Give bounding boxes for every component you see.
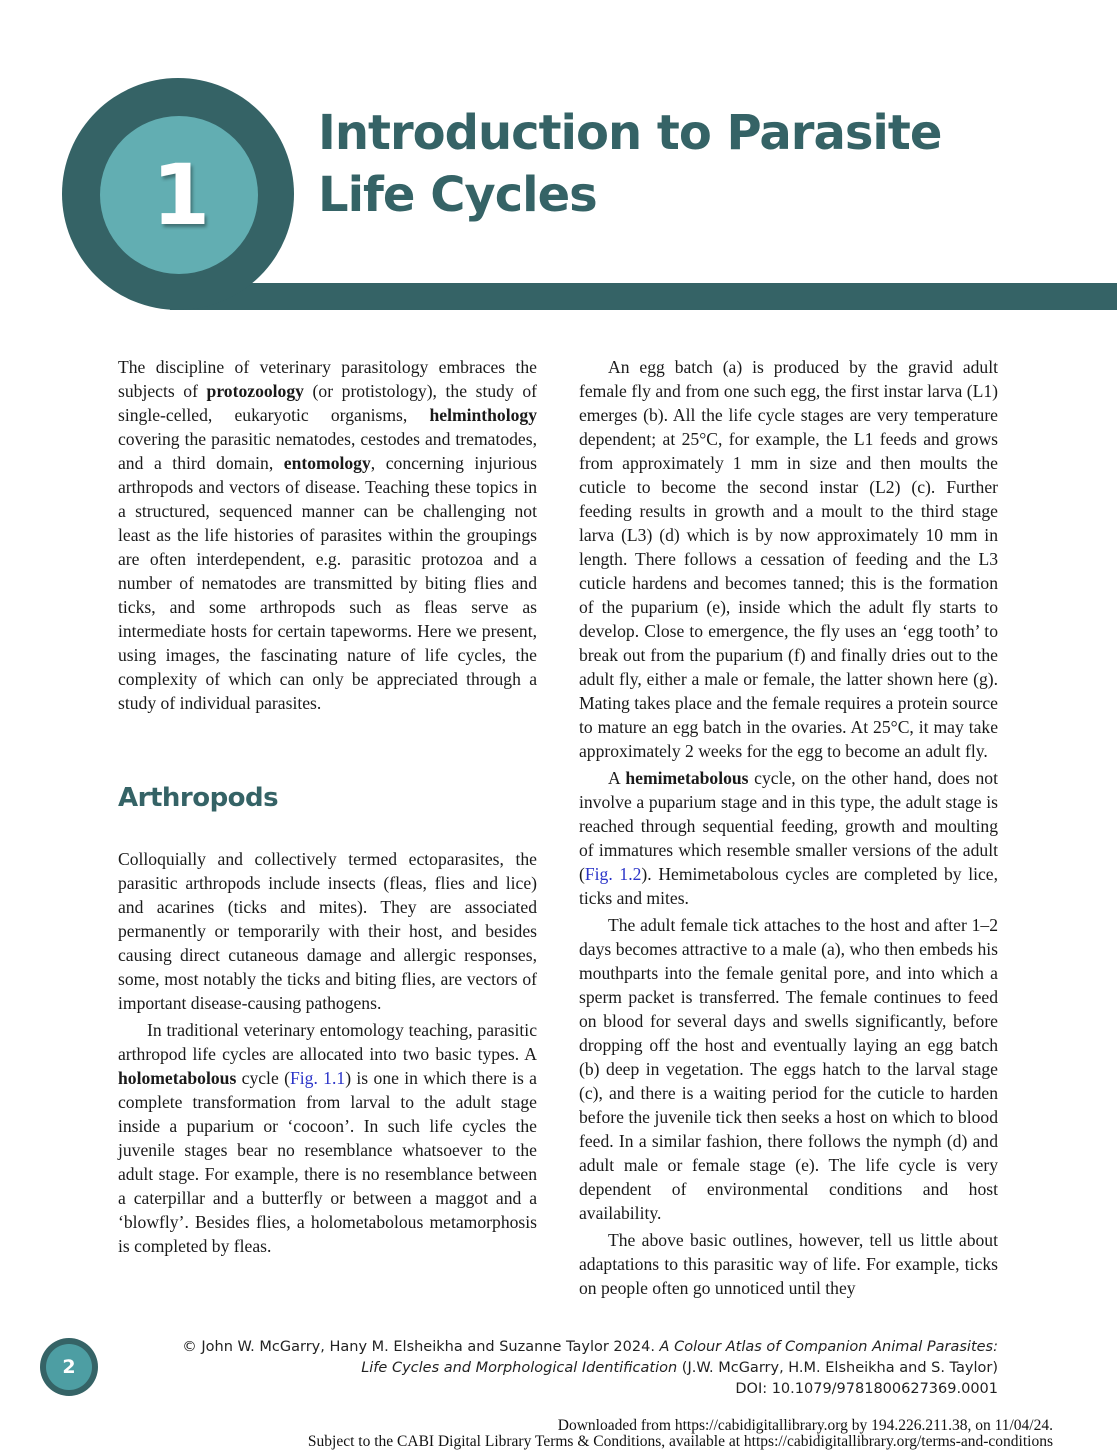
- fly-cycle-paragraph: An egg batch (a) is produced by the gravid adult female fly and from one such egg, the first instar larva (L1) emerges (b). All the life cycle stages are very temperature dependent; at 25°C, for example, the L1 feeds and grows from approximately 1 mm in size and then moults the cuticle to become the second instar (L2) (c). Further feeding results in growth and a moult to the third stage larva (L3) (d) which is by now approximately 10 mm in length. There follows a cessation of feeding and the L3 cuticle hardens and becomes tanned; this is the formation of the puparium (e), inside which the adult fly starts to develop. Close to emergence, the fly uses an ‘egg tooth’ to break out from the puparium (f) and finally dries out to the adult fly, either a male or female, the latter shown here (g). Mating takes place and the female requires a protein source to mature an egg batch in the ovaries. At 25°C, it may take approximately 2 weeks for the egg to become an adult fly.: [579, 357, 998, 761]
- chapter-title: [318, 102, 941, 226]
- chapter-title-line1: Introduction to Parasite: [318, 105, 942, 161]
- citation-line-2: [182, 1358, 998, 1379]
- chapter-number: 1: [151, 146, 211, 244]
- left-column: [118, 355, 537, 1258]
- citation-book-subtitle: Life Cycles and Morphological Identification: [361, 1360, 678, 1376]
- page-number: 2: [46, 1344, 92, 1390]
- term-hemimetabolous: hemimetabolous: [625, 768, 749, 788]
- adaptations-paragraph: The above basic outlines, however, tell us little about adaptations to this parasitic way of life. For example, ticks on people often go unnoticed until they: [579, 1230, 998, 1298]
- text-run: cycle, on the other hand, does not involve a puparium stage and in this type, the adult stage is reached through sequential feeding, growth and moulting of immatures which resemble smaller versions of the adult (: [579, 768, 998, 884]
- right-column: [579, 355, 998, 1300]
- text-run: The discipline of veterinary parasitology embraces the subjects of: [118, 357, 537, 401]
- citation-authors: © John W. McGarry, Hany M. Elsheikha and Suzanne Taylor 2024.: [182, 1339, 660, 1355]
- chapter-header-bar: [170, 283, 1117, 310]
- term-entomology: entomology: [283, 453, 371, 473]
- tick-cycle-paragraph: The adult female tick attaches to the host and after 1–2 days becomes attractive to a male (a), who then embeds his mouthparts into the female genital pore, and into which a sperm packet is transferred. The female continues to feed on blood for several days and swells significantly, before dropping off the host and eventually laying an egg batch (b) deep in vegetation. The eggs hatch to the larval stage (c), and there is a waiting period for the cuticle to harden before the juvenile tick then seeks a host on which to blood feed. In a similar fashion, there follows the nymph (d) and adult male or female stage (e). The life cycle is very dependent of environmental conditions and host availability.: [579, 915, 998, 1223]
- arthropods-paragraph-2: [118, 1018, 537, 1258]
- chapter-title-line2: Life Cycles: [318, 167, 597, 223]
- terms-notice: Subject to the CABI Digital Library Terms & Conditions, available at https://cabidigitallibrary.org/terms-and-conditions: [307, 1433, 1053, 1450]
- text-run: ). Hemimetabolous cycles are completed by lice, ticks and mites.: [579, 864, 999, 908]
- text-run: cycle (: [236, 1068, 290, 1088]
- text-run: , concerning injurious arthropods and vectors of disease. Teaching these topics in a structured, sequenced manner can be challenging not least as the life histories of parasites within the groupings are often interdependent, e.g. parasitic protozoa and a number of nematodes are transmitted by biting flies and ticks, and some arthropods such as fleas serve as intermediate hosts for certain tapeworms. Here we present, using images, the fascinating nature of life cycles, the complexity of which can only be appreciated through a study of individual parasites.: [118, 453, 537, 713]
- hemimetabolous-paragraph: [579, 766, 998, 910]
- text-run: In traditional veterinary entomology teaching, parasitic arthropod life cycles are allocated into two basic types. A: [118, 1020, 537, 1064]
- citation-book-title: A Colour Atlas of Companion Animal Parasites:: [659, 1339, 998, 1355]
- text-run: (or protistology), the study of single-celled, eukaryotic organisms,: [118, 381, 537, 425]
- citation-block: [182, 1337, 998, 1400]
- intro-paragraph: [118, 355, 537, 715]
- section-heading-arthropods: Arthropods: [118, 783, 279, 813]
- term-helminthology: helminthology: [429, 405, 537, 425]
- term-holometabolous: holometabolous: [118, 1068, 237, 1088]
- citation-doi[interactable]: DOI: 10.1079/9781800627369.0001: [735, 1381, 998, 1397]
- citation-line-1: [182, 1337, 998, 1358]
- text-run: covering the parasitic nematodes, cestodes and trematodes, and a third domain,: [118, 429, 537, 473]
- text-run: A: [608, 768, 626, 788]
- term-protozoology: protozoology: [206, 381, 304, 401]
- figure-link-1-2[interactable]: Fig. 1.2: [584, 864, 642, 884]
- text-run: ) is one in which there is a complete transformation from larval to the adult stage inside a puparium or ‘cocoon’. In such life cycles the juvenile stages bear no resemblance whatsoever to the adult stage. For example, there is no resemblance between a caterpillar and a butterfly or between a maggot and a ‘blowfly’. Besides flies, a holometabolous metamorphosis is completed by fleas.: [118, 1068, 537, 1256]
- download-notice: Downloaded from https://cabidigitallibrary.org by 194.226.211.38, on 11/04/24.: [557, 1417, 1053, 1434]
- figure-link-1-1[interactable]: Fig. 1.1: [289, 1068, 346, 1088]
- arthropods-paragraph-1: Colloquially and collectively termed ectoparasites, the parasitic arthropods include insects (fleas, flies and lice) and acarines (ticks and mites). They are associated permanently or temporarily with their host, and besides causing direct cutaneous damage and allergic responses, some, most notably the ticks and biting flies, are vectors of important disease-causing pathogens.: [118, 849, 537, 1013]
- citation-editors: (J.W. McGarry, H.M. Elsheikha and S. Taylor): [677, 1360, 998, 1376]
